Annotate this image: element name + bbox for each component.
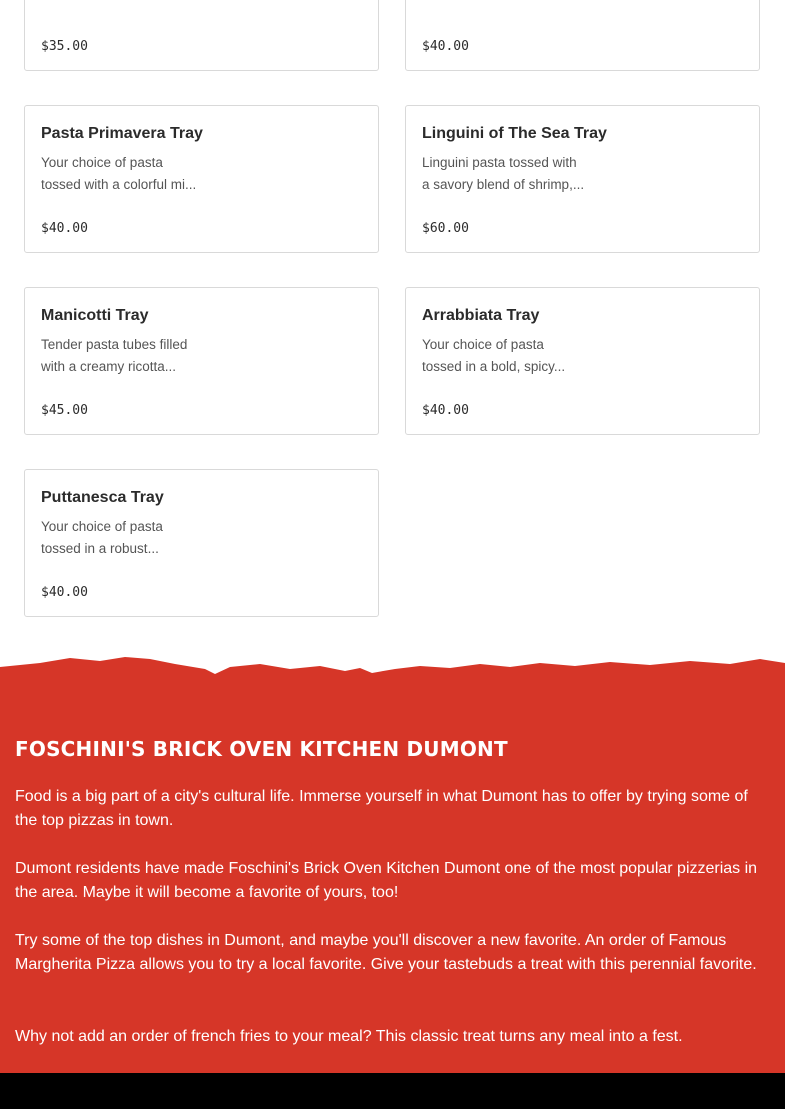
about-section xyxy=(0,655,785,1073)
menu-item-price: $40.00 xyxy=(422,39,469,54)
menu-item-price: $35.00 xyxy=(41,39,88,54)
footer-bar xyxy=(0,1073,785,1109)
about-paragraph: Dumont residents have made Foschini's Brick Oven Kitchen Dumont one of the most popular pizzerias in the area. Maybe it will become a favorite of yours, too! xyxy=(15,860,758,901)
menu-item-description: Your choice of pasta tossed in a bold, spicy... xyxy=(422,337,566,374)
about-title: FOSCHINI'S BRICK OVEN KITCHEN DUMONT xyxy=(15,737,508,761)
about-paragraph: Food is a big part of a city's cultural life. Immerse yourself in what Dumont has to offer by trying some of the top pizzas in town. xyxy=(15,788,748,829)
menu-item-title: Linguini of The Sea Tray xyxy=(422,125,607,142)
menu-item-description: Your choice of pasta tossed with a colorful mi... xyxy=(41,155,197,192)
menu-item-card[interactable] xyxy=(24,287,379,435)
menu-item-description: Linguini pasta tossed with a savory blend of shrimp,... xyxy=(422,155,585,192)
menu-item-description: Your choice of pasta tossed in a robust... xyxy=(41,519,163,556)
menu-item-card[interactable] xyxy=(24,469,379,617)
menu-item-card[interactable] xyxy=(405,287,760,435)
menu-item-card[interactable] xyxy=(405,0,760,71)
menu-item-title: Arrabbiata Tray xyxy=(422,307,540,324)
about-paragraph: Try some of the top dishes in Dumont, and maybe you'll discover a new favorite. An order of Famous Margherita Pizza allows you to try a local favorite. Give your tastebuds a treat with this perennial favorite. xyxy=(15,932,757,973)
menu-item-price: $40.00 xyxy=(41,585,88,600)
menu-item-title: Pasta Primavera Tray xyxy=(41,125,203,142)
menu-item-description: Tender pasta tubes filled with a creamy ricotta... xyxy=(41,337,188,374)
menu-item-card[interactable] xyxy=(24,0,379,71)
menu-item-price: $60.00 xyxy=(422,221,469,236)
menu-item-price: $40.00 xyxy=(422,403,469,418)
menu-item-card[interactable] xyxy=(405,105,760,253)
menu-item-title: Puttanesca Tray xyxy=(41,489,164,506)
menu-item-title: Manicotti Tray xyxy=(41,307,149,324)
menu-item-price: $45.00 xyxy=(41,403,88,418)
about-paragraph: Why not add an order of french fries to your meal? This classic treat turns any meal into a fest. xyxy=(15,1028,683,1045)
menu-item-card[interactable] xyxy=(24,105,379,253)
menu-item-price: $40.00 xyxy=(41,221,88,236)
